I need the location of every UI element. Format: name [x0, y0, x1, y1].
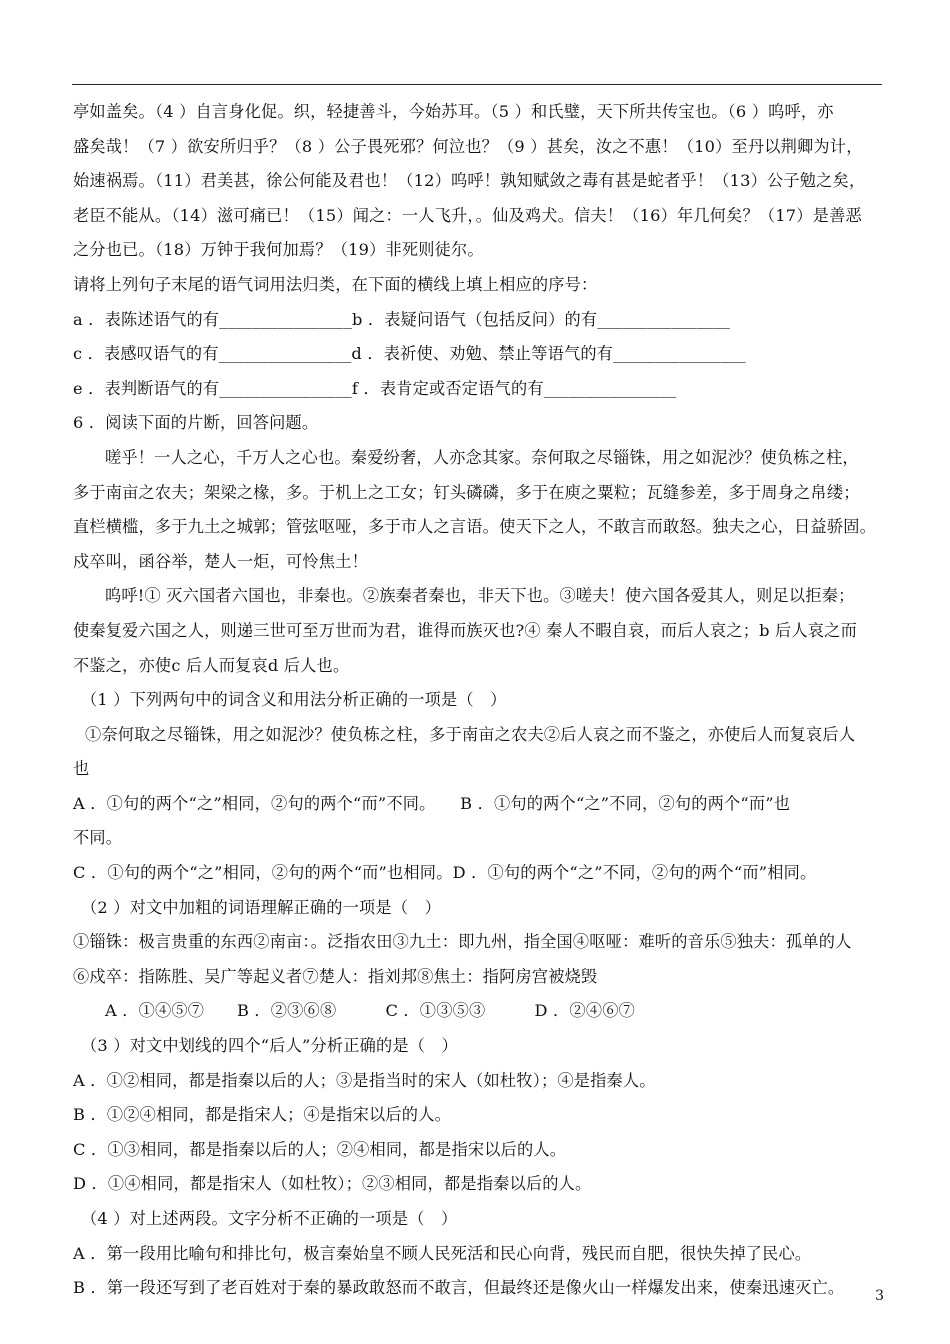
fill-blank-line: a ．表陈述语气的有________________b ．表疑问语气（包括反问）的有________________	[73, 309, 731, 329]
text-line: 老臣不能从。（14）滋可痛已！（15）闻之：一人飞升，。仙及鸡犬。信夫！（16）年几何矣？（17）是善恶	[73, 205, 862, 225]
question-text: ⑥戍卒：指陈胜、吴广等起义者⑦楚人：指刘邦⑧焦土：指阿房宫被烧毁	[73, 966, 598, 986]
sub-question: （2 ）对文中加粗的词语理解正确的一项是（ ）	[81, 897, 441, 917]
answer-option: A ．①②相同，都是指秦以后的人；③是指当时的宋人（如杜牧）；④是指秦人。	[73, 1070, 656, 1090]
answer-option: B ．第一段还写到了老百姓对于秦的暴政敢怒而不敢言，但最终还是像火山一样爆发出来，使秦迅速灭亡。	[73, 1278, 845, 1298]
answer-option: A ．①句的两个“之”相同，②句的两个“而”不同。 B ．①句的两个“之”不同，②句的两个“而”也	[73, 793, 791, 813]
answer-option: C ．①③相同，都是指秦以后的人；②④相同，都是指宋以后的人。	[73, 1139, 567, 1159]
text-line: 之分也已。（18）万钟于我何加焉？（19）非死则徒尔。	[73, 240, 484, 260]
document-body	[73, 97, 893, 1308]
text-line: 始速祸焉。（11）君美甚，徐公何能及君也！（12）呜呼！孰知赋敛之毒有甚是蛇者乎！（13）公子勉之矣，	[73, 171, 866, 191]
answer-option: D ．①④相同，都是指宋人（如杜牧）；②③相同，都是指秦以后的人。	[73, 1174, 592, 1194]
question-text: ①奈何取之尽锱铢，用之如泥沙？使负栋之柱，多于南亩之农夫②后人哀之而不鉴之，亦使后人而复哀后人	[85, 724, 856, 744]
header-rule	[72, 84, 882, 85]
sub-question: （3 ）对文中划线的四个“后人”分析正确的是（ ）	[81, 1036, 458, 1056]
fill-blank-line: c ．表感叹语气的有________________d ．表祈使、劝勉、禁止等语气的有________________	[73, 344, 746, 364]
passage-line: 多于南亩之农夫；架梁之椽，多。于机上之工女；钉头磷磷，多于在庾之粟粒；瓦缝参差，多于周身之帛缕；	[73, 482, 860, 502]
text-line: 盛矣哉！（7 ）欲安所归乎？（8 ）公子畏死邪？何泣也？（9 ）甚矣，汝之不惠！（10）至丹以荆卿为计，	[73, 136, 863, 156]
passage-line: 使秦复爱六国之人，则递三世可至万世而为君，谁得而族灭也?④ 秦人不暇自哀，而后人哀之；b 后人哀之而	[73, 620, 857, 640]
passage-line: 不鉴之，亦使c 后人而复哀d 后人也。	[73, 655, 350, 675]
answer-option: A ．第一段用比喻句和排比句，极言秦始皇不顾人民死活和民心向背，残民而自肥，很快失掉了民心。	[73, 1243, 812, 1263]
passage-line: 直栏横槛，多于九土之城郭；管弦呕哑，多于市人之言语。使天下之人，不敢言而敢怒。独夫之心，日益骄固。	[73, 517, 876, 537]
question-text: ①锱铢：极言贵重的东西②南亩：。泛指农田③九土：即九州，指全国④呕哑：难听的音乐⑤独夫：孤单的人	[73, 932, 852, 952]
answer-option: A ．①④⑤⑦ B ．②③⑥⑧ C ．①③⑤③ D ．②④⑥⑦	[105, 1001, 635, 1021]
passage-line: 呜呼!① 灭六国者六国也，非秦也。②族秦者秦也，非天下也。③嗟夫！使六国各爱其人，则足以拒秦；	[105, 586, 855, 606]
answer-option: 不同。	[73, 828, 123, 848]
text-line: 亭如盖矣。（4 ）自言身化促。织，轻捷善斗，今始苏耳。（5 ）和氏璧，天下所共传宝也。（6 ）呜呼，亦	[73, 102, 834, 121]
sub-question: （4 ）对上述两段。文字分析不正确的一项是（ ）	[81, 1209, 458, 1228]
question-heading: 6 ．阅读下面的片断，回答问题。	[73, 413, 319, 433]
answer-option: C ．①句的两个“之”相同，②句的两个“而”也相同。D ．①句的两个“之”不同，②句的两个“而”相同。	[73, 863, 817, 883]
sub-question: （1 ）下列两句中的词含义和用法分析正确的一项是（ ）	[81, 690, 507, 710]
answer-option: B ．①②④相同，都是指宋人；④是指宋以后的人。	[73, 1105, 451, 1125]
passage-line: 嗟乎！一人之心，千万人之心也。秦爱纷奢，人亦念其家。奈何取之尽锱铢，用之如泥沙？使负栋之柱，	[105, 447, 859, 467]
question-text: 也	[73, 759, 90, 779]
page-number: 3	[875, 1288, 884, 1304]
fill-blank-line: e ．表判断语气的有________________f ．表肯定或否定语气的有________________	[73, 378, 677, 398]
passage-line: 戍卒叫，函谷举，楚人一炬，可怜焦土！	[73, 551, 368, 571]
instruction-line: 请将上列句子末尾的语气词用法归类，在下面的横线上填上相应的序号：	[73, 274, 598, 294]
